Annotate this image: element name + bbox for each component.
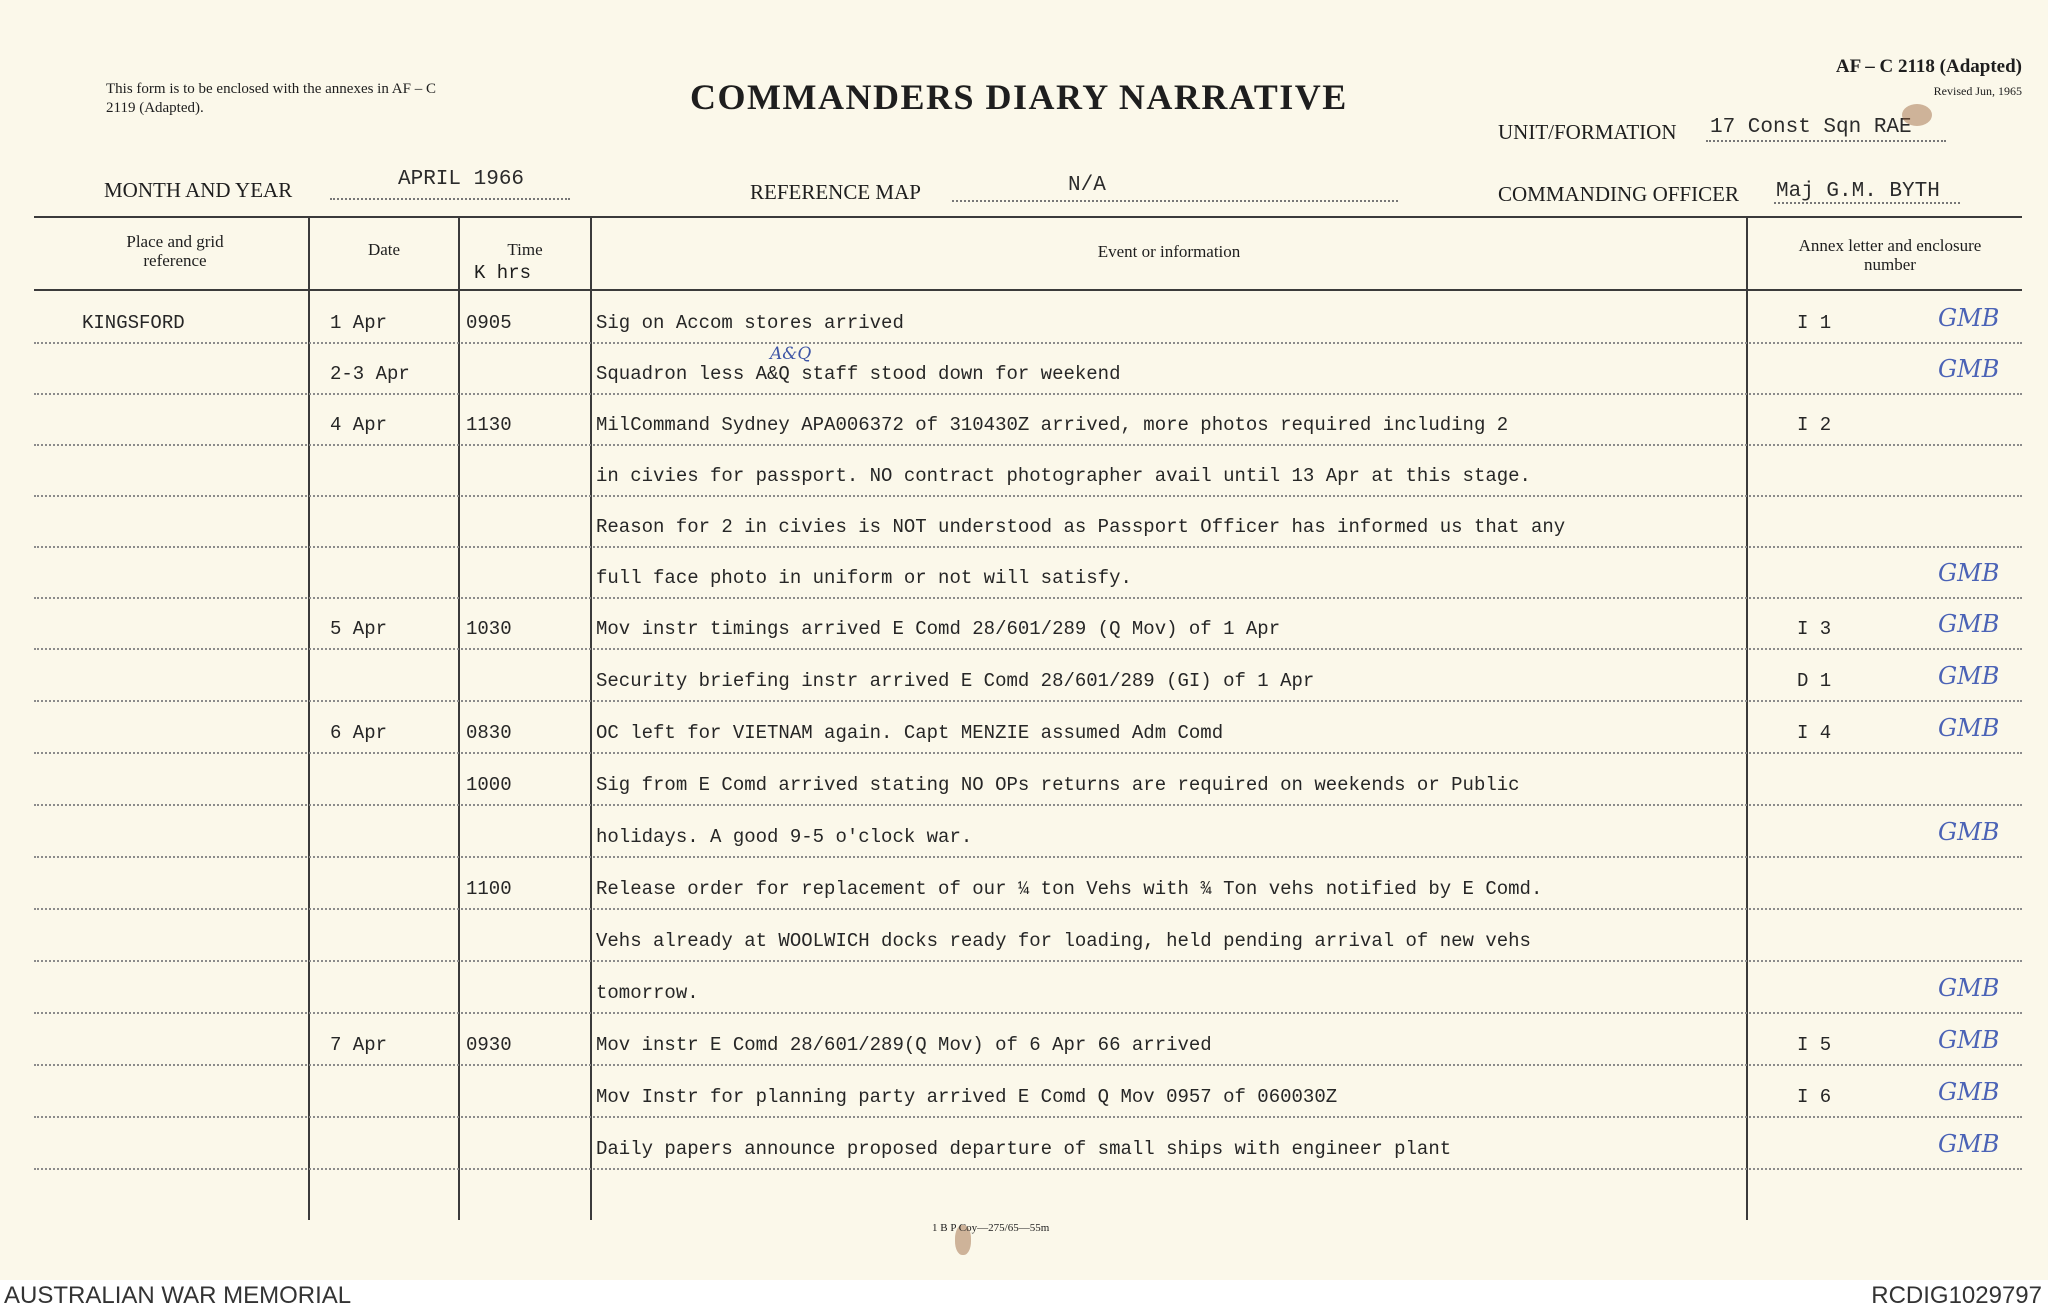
co-value: Maj G.M. BYTH [1776, 180, 1940, 203]
row-annex: I 1 [1797, 312, 1832, 334]
row-event: Sig on Accom stores arrived [596, 312, 904, 334]
row-dotted-line [34, 1064, 2022, 1066]
row-event: OC left for VIETNAM again. Capt MENZIE assumed Adm Comd [596, 722, 1224, 744]
row-time: 1100 [466, 878, 512, 900]
map-label: REFERENCE MAP [750, 180, 921, 204]
row-initials-signature: GMB [1938, 304, 2000, 332]
month-label: MONTH AND YEAR [104, 178, 293, 202]
form-code: AF – C 2118 (Adapted) [1835, 56, 2022, 77]
row-annex: I 5 [1797, 1034, 1832, 1056]
row-date: 1 Apr [330, 312, 388, 334]
row-initials-signature: GMB [1938, 559, 2000, 587]
row-event: Vehs already at WOOLWICH docks ready for loading, held pending arrival of new vehs [596, 930, 1531, 952]
row-dotted-line [34, 804, 2022, 806]
row-dotted-line [34, 597, 2022, 599]
column-divider-time [590, 217, 592, 1220]
row-time: 0905 [466, 312, 512, 334]
row-annex: I 2 [1797, 414, 1832, 436]
row-dotted-line [34, 444, 2022, 446]
unit-dotted-line [1706, 140, 1946, 142]
unit-value: 17 Const Sqn RAE [1710, 116, 1912, 139]
row-dotted-line [34, 700, 2022, 702]
form-footer-code: 1 B P Coy—275/65—55m [932, 1222, 1050, 1234]
row-dotted-line [34, 648, 2022, 650]
row-annex: I 6 [1797, 1086, 1832, 1108]
row-event: Mov instr E Comd 28/601/289(Q Mov) of 6 Apr 66 arrived [596, 1034, 1212, 1056]
row-event: Mov Instr for planning party arrived E Comd Q Mov 0957 of 060030Z [596, 1086, 1338, 1108]
header-event: Event or information [1097, 242, 1241, 261]
header-date: Date [367, 240, 401, 259]
row-initials-signature: GMB [1938, 1078, 2000, 1106]
row-event: Sig from E Comd arrived stating NO OPs returns are required on weekends or Public [596, 774, 1520, 796]
row-dotted-line [34, 1012, 2022, 1014]
row-initials-signature: GMB [1938, 818, 2000, 846]
form-revised: Revised Jun, 1965 [1933, 84, 2022, 98]
row-event: full face photo in uniform or not will satisfy. [596, 567, 1132, 589]
paper-stain [1902, 104, 1932, 126]
table-top-rule [34, 216, 2022, 218]
row-event: Release order for replacement of our ¼ ton Vehs with ¾ Ton vehs notified by E Comd. [596, 878, 1543, 900]
row-dotted-line [34, 546, 2022, 548]
month-dotted-line [330, 198, 570, 200]
row-dotted-line [34, 342, 2022, 344]
archive-credit: AUSTRALIAN WAR MEMORIAL [4, 1282, 352, 1309]
row-annex: I 3 [1797, 618, 1832, 640]
row-initials-signature: GMB [1938, 355, 2000, 383]
handwritten-insert: A&Q [770, 344, 812, 364]
row-initials-signature: GMB [1938, 974, 2000, 1002]
row-event: in civies for passport. NO contract photographer avail until 13 Apr at this stage. [596, 465, 1531, 487]
row-event: Reason for 2 in civies is NOT understood as Passport Officer has informed us that any [596, 516, 1566, 538]
column-divider-event [1746, 217, 1748, 1220]
row-event: Mov instr timings arrived E Comd 28/601/289 (Q Mov) of 1 Apr [596, 618, 1281, 640]
header-annex: Annex letter and enclosure number [1798, 236, 1982, 274]
row-event: Security briefing instr arrived E Comd 28/601/289 (GI) of 1 Apr [596, 670, 1315, 692]
header-time-sub: K hrs [474, 262, 532, 284]
row-event: tomorrow. [596, 982, 699, 1004]
co-label: COMMANDING OFFICER [1498, 182, 1739, 206]
row-initials-signature: GMB [1938, 714, 2000, 742]
row-dotted-line [34, 393, 2022, 395]
row-initials-signature: GMB [1938, 1026, 2000, 1054]
table-header-rule [34, 289, 2022, 291]
row-dotted-line [34, 856, 2022, 858]
header-time: Time [507, 240, 543, 259]
row-initials-signature: GMB [1938, 1130, 2000, 1158]
archive-id: RCDIG1029797 [1871, 1282, 2042, 1309]
row-time: 1030 [466, 618, 512, 640]
row-date: 7 Apr [330, 1034, 388, 1056]
row-dotted-line [34, 908, 2022, 910]
row-initials-signature: GMB [1938, 610, 2000, 638]
row-event: Squadron less A&Q staff stood down for weekend [596, 363, 1121, 385]
form-note: This form is to be enclosed with the annexes in AF – C 2119 (Adapted). [106, 81, 436, 116]
row-dotted-line [34, 1168, 2022, 1170]
header-place: Place and grid reference [126, 232, 224, 270]
column-divider-date [458, 217, 460, 1220]
row-event: Daily papers announce proposed departure of small ships with engineer plant [596, 1138, 1452, 1160]
column-divider-place [308, 217, 310, 1220]
month-value: APRIL 1966 [398, 168, 525, 191]
row-dotted-line [34, 495, 2022, 497]
map-dotted-line [952, 200, 1398, 202]
row-date: 5 Apr [330, 618, 388, 640]
row-initials-signature: GMB [1938, 662, 2000, 690]
row-dotted-line [34, 752, 2022, 754]
row-time: 0830 [466, 722, 512, 744]
row-event: holidays. A good 9-5 o'clock war. [596, 826, 973, 848]
map-value: N/A [1068, 174, 1106, 197]
unit-label: UNIT/FORMATION [1498, 120, 1677, 144]
row-dotted-line [34, 960, 2022, 962]
row-place: KINGSFORD [82, 312, 185, 334]
row-date: 4 Apr [330, 414, 388, 436]
form-title: COMMANDERS DIARY NARRATIVE [690, 77, 1348, 117]
row-time: 0930 [466, 1034, 512, 1056]
row-dotted-line [34, 1116, 2022, 1118]
row-annex: I 4 [1797, 722, 1832, 744]
row-date: 6 Apr [330, 722, 388, 744]
row-time: 1000 [466, 774, 512, 796]
row-date: 2-3 Apr [330, 363, 410, 385]
row-time: 1130 [466, 414, 512, 436]
row-event: MilCommand Sydney APA006372 of 310430Z arrived, more photos required including 2 [596, 414, 1509, 436]
row-annex: D 1 [1797, 670, 1832, 692]
